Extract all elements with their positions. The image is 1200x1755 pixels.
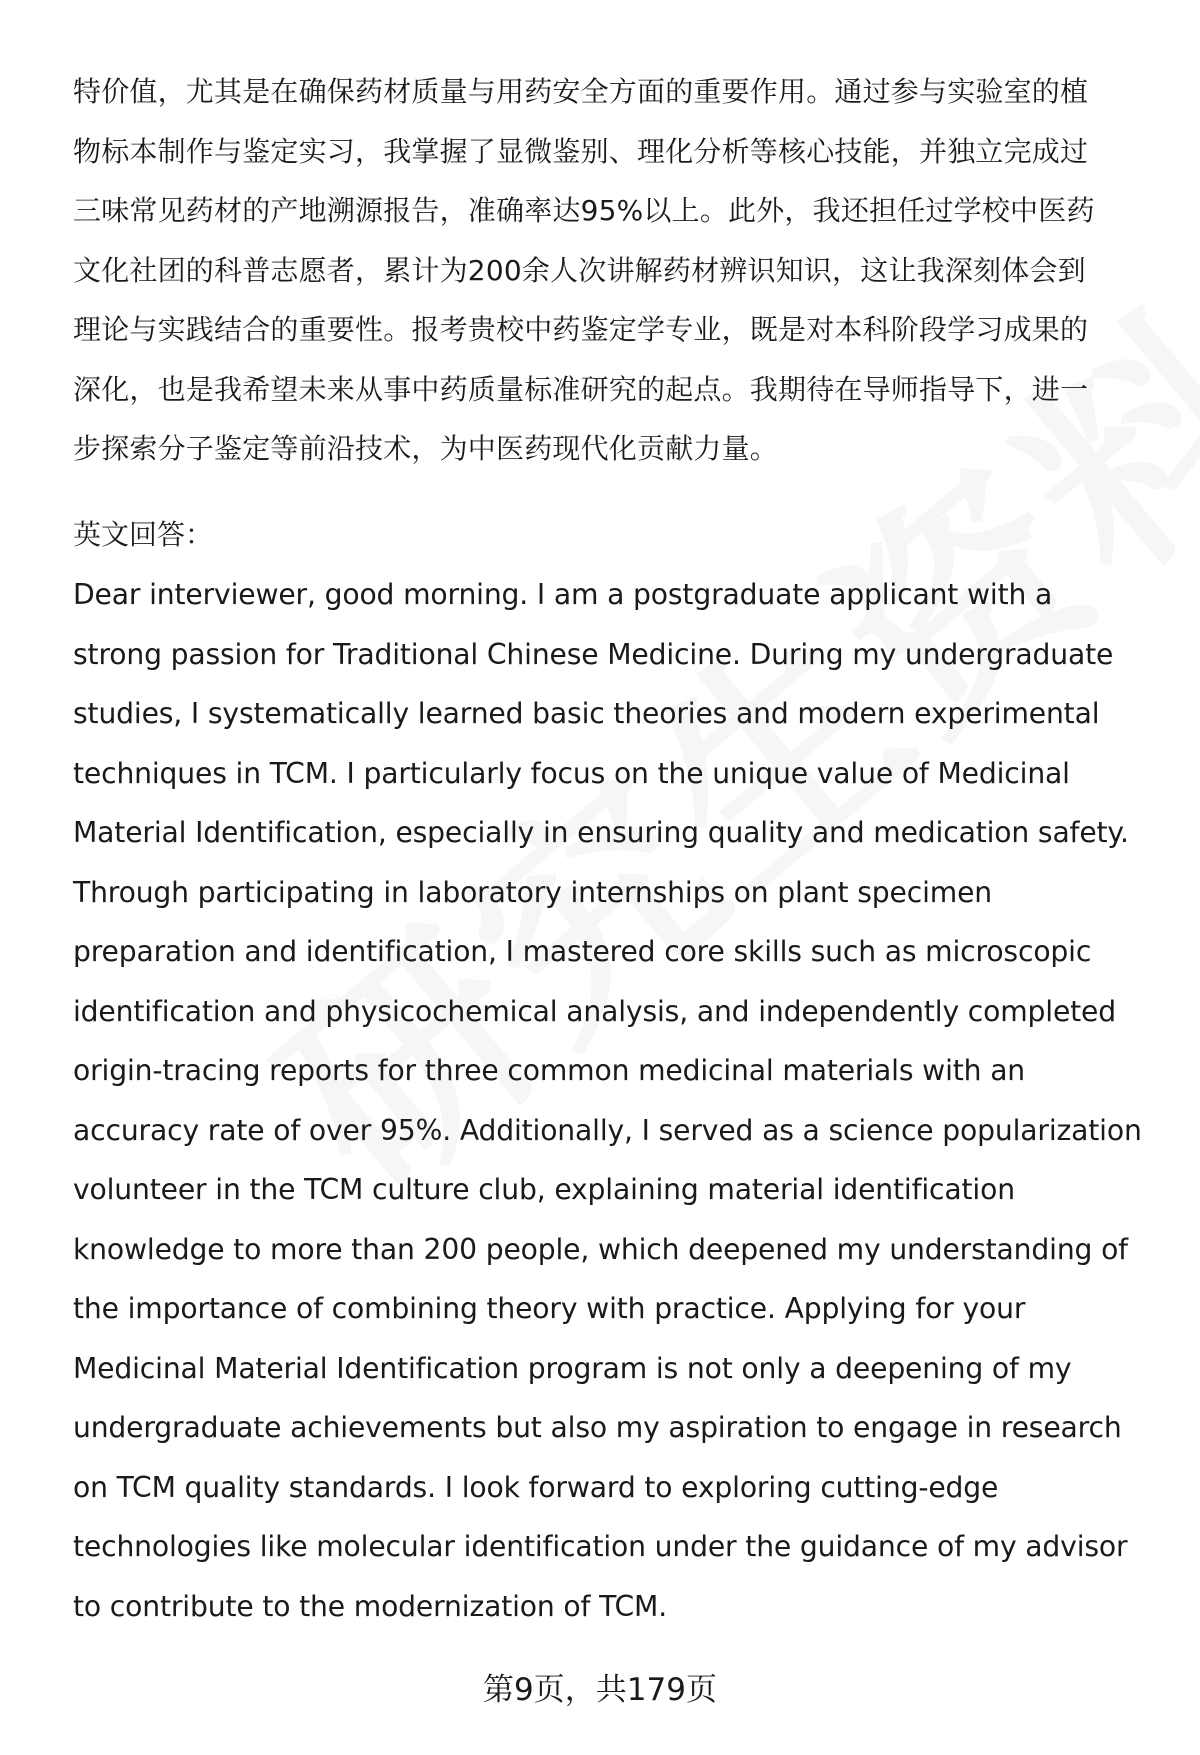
english-answer-label: 英文回答： (73, 518, 214, 551)
chinese-answer-paragraph (73, 62, 1153, 479)
english-answer-line: undergraduate achievements but also my aspiration to engage in research (73, 1411, 1122, 1444)
english-answer-line: preparation and identification, I mastered core skills such as microscopic (73, 935, 1092, 968)
english-answer-paragraph (73, 565, 1163, 1636)
chinese-answer-line: 文化社团的科普志愿者，累计为200余人次讲解药材辨识知识，这让我深刻体会到 (73, 253, 1086, 287)
english-answer-line: Material Identification, especially in ensuring quality and medication safety. (73, 816, 1129, 849)
english-answer-line: technologies like molecular identification under the guidance of my advisor (73, 1530, 1128, 1563)
english-answer-line: Through participating in laboratory internships on plant specimen (73, 875, 992, 909)
english-answer-line: accuracy rate of over 95%. Additionally, I served as a science popularization (73, 1113, 1142, 1147)
english-answer-line: Dear interviewer, good morning. I am a postgraduate applicant with a (73, 578, 1053, 611)
english-answer-line: knowledge to more than 200 people, which deepened my understanding of (73, 1232, 1128, 1266)
english-answer-line: studies, I systematically learned basic theories and modern experimental (73, 697, 1100, 730)
english-answer-line: identification and physicochemical analysis, and independently completed (73, 994, 1116, 1028)
page-number-footer: 第9页，共179页 (483, 1672, 717, 1708)
english-answer-line: Medicinal Material Identification program is not only a deepening of my (73, 1351, 1072, 1385)
english-answer-line: techniques in TCM. I particularly focus on the unique value of Medicinal (73, 756, 1070, 790)
english-answer-line: origin-tracing reports for three common medicinal materials with an (73, 1054, 1026, 1087)
chinese-answer-line: 三味常见药材的产地溯源报告，准确率达95%以上。此外，我还担任过学校中医药 (73, 194, 1095, 227)
chinese-answer-line: 物标本制作与鉴定实习，我掌握了显微鉴别、理化分析等核心技能，并独立完成过 (73, 134, 1089, 168)
english-answer-line: to contribute to the modernization of TCM. (73, 1589, 668, 1623)
english-answer-line: on TCM quality standards. I look forward to exploring cutting-edge (73, 1470, 999, 1504)
english-answer-line: volunteer in the TCM culture club, explaining material identification (73, 1173, 1015, 1206)
chinese-answer-line: 理论与实践结合的重要性。报考贵校中药鉴定学专业，既是对本科阶段学习成果的 (73, 313, 1089, 346)
chinese-answer-line: 特价值，尤其是在确保药材质量与用药安全方面的重要作用。通过参与实验室的植 (73, 75, 1089, 108)
english-answer-line: strong passion for Traditional Chinese Medicine. During my undergraduate (73, 637, 1114, 671)
chinese-answer-line: 步探索分子鉴定等前沿技术，为中医药现代化贡献力量。 (73, 432, 779, 465)
english-answer-line: the importance of combining theory with practice. Applying for your (73, 1292, 1026, 1325)
chinese-answer-line: 深化，也是我希望未来从事中药质量标准研究的起点。我期待在导师指导下，进一 (73, 372, 1089, 406)
